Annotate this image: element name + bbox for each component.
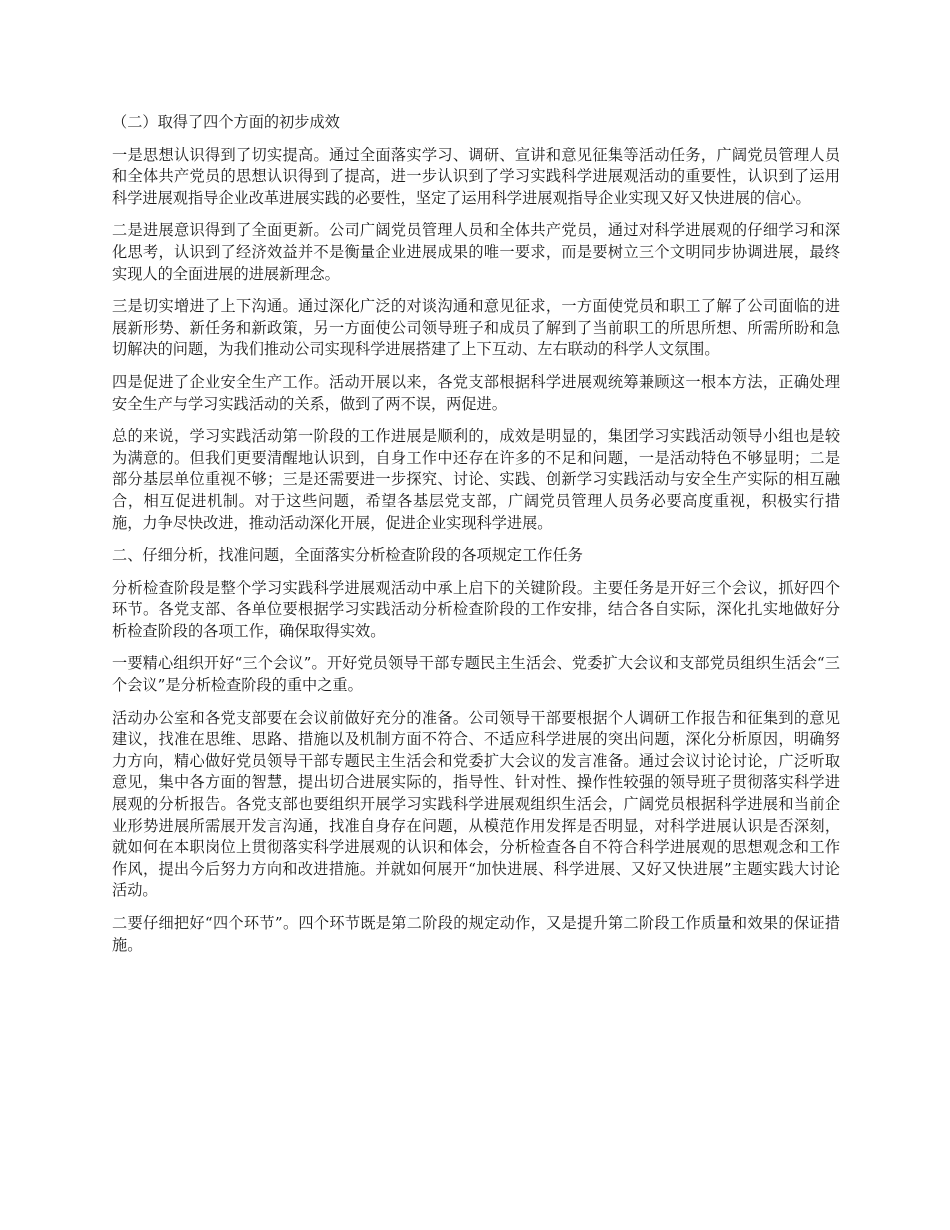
- paragraph-summary: 总的来说，学习实践活动第一阶段的工作进展是顺利的，成效是明显的，集团学习实践活动领导小组也是较为满意的。但我们更要清醒地认识到，自身工作中还存在许多的不足和问题，一是活动特色不够显明；二是部分基层单位重视不够；三是还需要进一步探究、讨论、实践、创新学习实践活动与安全生产实际的相互融合，相互促进机制。对于这些问题，希望各基层党支部，广阔党员管理人员务必要高度重视，积极实行措施，力争尽快改进，推动活动深化开展，促进企业实现科学进展。: [112, 427, 840, 532]
- paragraph-safety: 四是促进了企业安全生产工作。活动开展以来，各党支部根据科学进展观统筹兼顾这一根本方法，正确处理安全生产与学习实践活动的关系，做到了两不误，两促进。: [112, 372, 840, 413]
- paragraph-meeting-preparation: 活动办公室和各党支部要在会议前做好充分的准备。公司领导干部要根据个人调研工作报告和征集到的意见建议，找准在思维、思路、措施以及机制方面不符合、不适应科学进展的突出问题，深化分析原因，明确努力方向，精心做好党员领导干部专题民主生活会和党委扩大会议的发言准备。通过会议讨论讨论，广泛听取意见，集中各方面的智慧，提出切合进展实际的，指导性、针对性、操作性较强的领导班子贯彻落实科学进展观的分析报告。各党支部也要组织开展学习实践科学进展观组织生活会，广阔党员根据科学进展和当前企业形势进展所需展开发言沟通，找准自身存在问题，从模范作用发挥是否明显，对科学进展认识是否深刻，就如何在本职岗位上贯彻落实科学进展观的认识和体会，分析检查各自不符合科学进展观的思想观念和工作作风，提出今后努力方向和改进措施。并就如何展开“加快进展、科学进展、又好又快进展”主题实践大讨论活动。: [112, 708, 840, 900]
- paragraph-awareness: 二是进展意识得到了全面更新。公司广阔党员管理人员和全体共产党员，通过对科学进展观的仔细学习和深化思考，认识到了经济效益并不是衡量企业进展成果的唯一要求，而是要树立三个文明同步协调进展，最终实现人的全面进展的进展新理念。: [112, 221, 840, 283]
- paragraph-three-meetings: 一要精心组织开好“三个会议”。开好党员领导干部专题民主生活会、党委扩大会议和支部党员组织生活会“三个会议”是分析检查阶段的重中之重。: [112, 654, 840, 695]
- paragraph-thinking: 一是思想认识得到了切实提高。通过全面落实学习、调研、宣讲和意见征集等活动任务，广阔党员管理人员和全体共产党员的思想认识得到了提高，进一步认识到了学习实践科学进展观活动的重要性，认识到了运用科学进展观指导企业改革进展实践的必要性，坚定了运用科学进展观指导企业实现又好又快进展的信心。: [112, 145, 840, 207]
- document-page: [112, 112, 840, 967]
- paragraph-communication: 三是切实增进了上下沟通。通过深化广泛的对谈沟通和意见征求，一方面使党员和职工了解了公司面临的进展新形势、新任务和新政策，另一方面使公司领导班子和成员了解到了当前职工的所思所想、所需所盼和急切解决的问题，为我们推动公司实现科学进展搭建了上下互动、左右联动的科学人文氛围。: [112, 297, 840, 359]
- section-heading-achievements: （二）取得了四个方面的初步成效: [112, 113, 340, 131]
- section-heading-analysis: 二、仔细分析，找准问题，全面落实分析检查阶段的各项规定工作任务: [112, 546, 583, 565]
- paragraph-analysis-stage: 分析检查阶段是整个学习实践科学进展观活动中承上启下的关键阶段。主要任务是开好三个会议，抓好四个环节。各党支部、各单位要根据学习实践活动分析检查阶段的工作安排，结合各自实际，深化扎实地做好分析检查阶段的各项工作，确保取得实效。: [112, 578, 840, 640]
- paragraph-four-links: 二要仔细把好“四个环节”。四个环节既是第二阶段的规定动作，又是提升第二阶段工作质量和效果的保证措施。: [112, 914, 840, 954]
